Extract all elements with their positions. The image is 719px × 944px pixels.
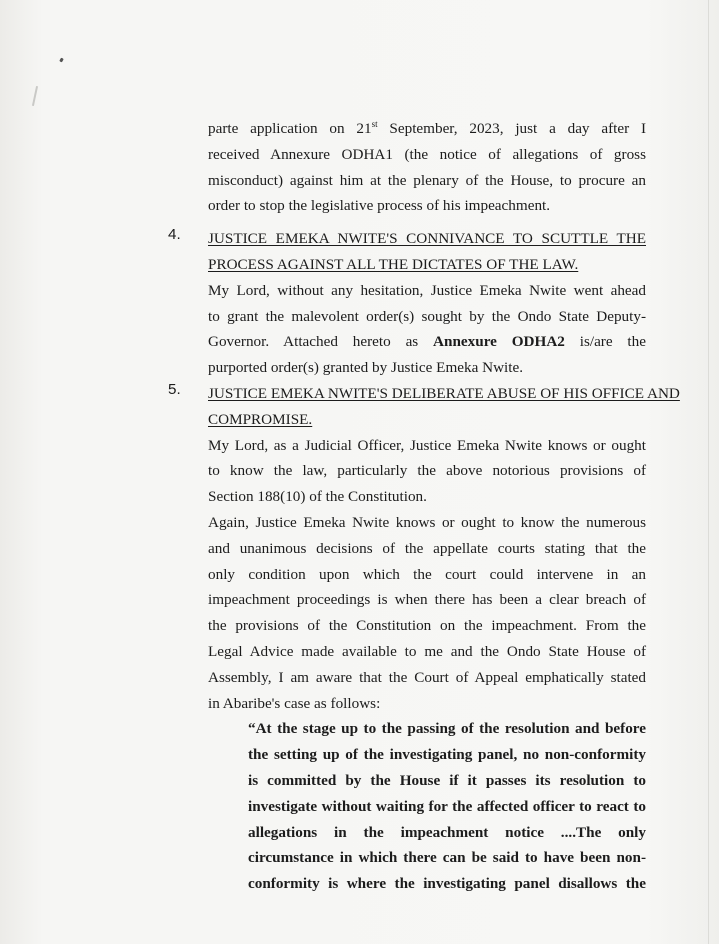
quote-line: the setting up of the investigating panel, no non-conformity: [248, 746, 646, 764]
text-line: to know the law, particularly the above notorious provisions of: [208, 462, 646, 480]
text-line: and unanimous decisions of the appellate courts stating that the: [208, 539, 646, 557]
block-quote: [248, 716, 646, 897]
text-line: in Abaribe's case as follows:: [208, 694, 381, 712]
text-line: purported order(s) granted by Justice Emeka Nwite.: [208, 359, 524, 377]
ink-mark: [59, 58, 64, 63]
quote-line: “At the stage up to the passing of the resolution and before: [248, 720, 646, 738]
text-line: the provisions of the Constitution on the impeachment. From the: [208, 617, 646, 635]
section-heading: JUSTICE EMEKA NWITE'S CONNIVANCE TO SCUTTLE THE: [208, 230, 646, 248]
text-line: My Lord, as a Judicial Officer, Justice Emeka Nwite knows or ought: [208, 436, 646, 454]
text-line: misconduct) against him at the plenary of the House, to procure an: [208, 171, 646, 189]
text-line: My Lord, without any hesitation, Justice Emeka Nwite went ahead: [208, 281, 646, 299]
text-line: Assembly, I am aware that the Court of Appeal emphatically stated: [208, 668, 646, 686]
text-line: Legal Advice made available to me and the Ondo State House of: [208, 642, 646, 660]
annexure-reference: Annexure ODHA2: [433, 333, 565, 351]
text-line: Section 188(10) of the Constitution.: [208, 488, 427, 506]
scan-artifact: [32, 86, 38, 106]
section-5: [168, 380, 680, 897]
section-heading: PROCESS AGAINST ALL THE DICTATES OF THE LAW.: [208, 255, 579, 273]
text-line: Again, Justice Emeka Nwite knows or ought to know the numerous: [208, 513, 646, 531]
text-line: parte application on 21st September, 2023, just a day after I: [208, 118, 646, 137]
intro-paragraph: [208, 116, 646, 219]
section-number: 5.: [168, 380, 181, 398]
text-line: to grant the malevolent order(s) sought by the Ondo State Deputy-: [208, 307, 646, 325]
quote-line: is committed by the House if it passes its resolution to: [248, 771, 646, 789]
section-4: [168, 226, 646, 381]
text-line: order to stop the legislative process of his impeachment.: [208, 197, 551, 215]
quote-line: allegations in the impeachment notice ....The only: [248, 823, 646, 841]
quote-line: investigate without waiting for the affected officer to react to: [248, 797, 646, 815]
quote-line: circumstance in which there can be said to have been non-: [248, 849, 646, 867]
section-heading: COMPROMISE.: [208, 410, 313, 428]
page-edge: [708, 0, 709, 944]
document-body: [168, 116, 680, 897]
section-heading: JUSTICE EMEKA NWITE'S DELIBERATE ABUSE OF HIS OFFICE AND: [208, 384, 680, 402]
text-line: Governor. Attached hereto as Annexure ODHA2 is/are the: [208, 333, 646, 351]
text-line: impeachment proceedings is when there has been a clear breach of: [208, 591, 646, 609]
section-number: 4.: [168, 226, 181, 244]
text-line: received Annexure ODHA1 (the notice of allegations of gross: [208, 145, 646, 163]
text-line: only condition upon which the court could intervene in an: [208, 565, 646, 583]
quote-line: conformity is where the investigating panel disallows the: [248, 875, 646, 893]
